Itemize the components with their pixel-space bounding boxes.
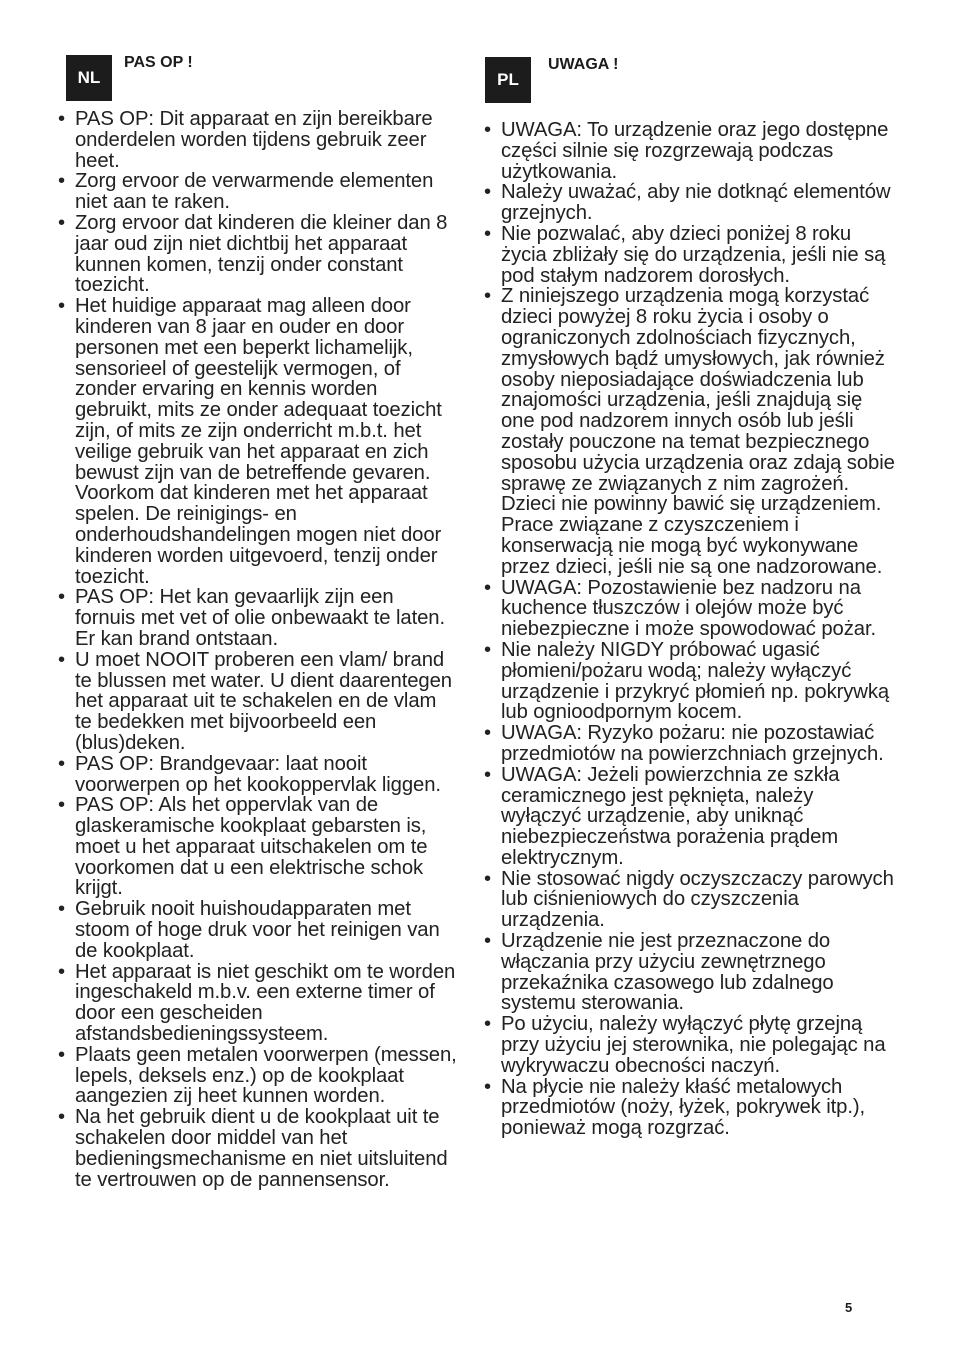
warning-list-nl [58,109,458,1190]
list-item: • Po użyciu, należy wyłączyć płytę grzejną przy użyciu jej sterownika, nie polegając na wykrywaczu obecności naczyń. [484,1013,886,1077]
list-item: • Na płycie nie należy kłaść metalowych przedmiotów (noży, łyżek, pokrywek itp.), ponieważ mogą rozgrzać. [484,1075,866,1140]
bullet-icon: • [484,1013,492,1036]
list-item: • Z niniejszego urządzenia mogą korzystać dzieci powyżej 8 roku życia i osoby o ograniczonych zdolnościach fizycznych, zmysłowych bądź umysłowych, jak również osoby nieposiadające doświadczenia lub znajomości urządzenia, jeśli znajdują się one pod nadzorem innych osób lub jeśli zostały pouczone na temat bezpiecznego sposobu użycia urządzenia oraz zdają sobie sprawę ze związanych z nim zagrożeń. Dzieci nie powinny bawić się urządzeniem. Prace związane z czyszczeniem i konserwacją nie mogą być wykonywane przez dzieci, jeśli nie są one nadzorowane. [484,285,895,578]
list-item: • UWAGA: Pozostawienie bez nadzoru na kuchence tłuszczów i olejów może być niebezpieczne i może spowodować pożar. [484,576,877,641]
bullet-icon: • [484,1075,492,1098]
bullet-icon: • [484,722,492,745]
language-badge-nl: NL [66,55,112,101]
section-heading-pl: UWAGA ! [548,56,619,73]
language-badge-pl: PL [485,57,531,103]
list-item: • UWAGA: To urządzenie oraz jego dostępne części silnie się rozgrzewają podczas użytkowania. [484,119,889,183]
list-item: • Nie stosować nigdy oczyszczaczy parowych lub ciśnieniowych do czyszczenia urządzenia. [484,867,894,932]
bullet-icon: • [58,108,66,130]
list-item: • UWAGA: Ryzyko pożaru: nie pozostawiać przedmiotów na powierzchniach grzejnych. [484,722,884,765]
bullet-icon: • [58,648,66,671]
list-item: • UWAGA: Jeżeli powierzchnia ze szkła ceramicznego jest pęknięta, należy wyłączyć urządzenie, aby uniknąć niebezpieczeństwa porażenia prądem elektrycznym. [484,763,840,869]
list-item: • U moet NOOIT proberen een vlam/ brand te blussen met water. U dient daarentegen het apparaat uit te schakelen en de vlam te bedekken met bijvoorbeeld een (blus)deken. [58,648,452,754]
bullet-icon: • [484,181,492,204]
bullet-icon: • [58,752,66,775]
list-item: • Urządzenie nie jest przeznaczone do włączania przy użyciu zewnętrznego przekaźnika czasowego lub zdalnego systemu sterowania. [484,930,834,1015]
bullet-icon: • [58,170,66,193]
bullet-icon: • [58,295,66,318]
list-item: • Plaats geen metalen voorwerpen (messen, lepels, deksels enz.) op de kookplaat aangezien zij heet kunnen worden. [58,1043,457,1108]
bullet-icon: • [58,586,66,609]
list-item: • Nie należy NIGDY próbować ugasić płomieni/pożaru wodą; należy wyłączyć urządzenie i przykryć płomień np. pokrywką lub ognioodpornym kocem. [484,638,890,724]
list-item: • Zorg ervoor dat kinderen die kleiner dan 8 jaar oud zijn niet dichtbij het apparaat kunnen komen, tenzij onder constant toezicht. [58,211,448,297]
list-item: • Na het gebruik dient u de kookplaat uit te schakelen door middel van het bedieningsmechanisme en niet uitsluitend te vertrouwen op de pannensensor. [58,1106,448,1191]
bullet-icon: • [484,285,492,308]
list-item: • Gebruik nooit huishoudapparaten met stoom of hoge druk voor het reinigen van de kookplaat. [58,898,440,962]
bullet-icon: • [58,960,66,983]
list-item: • Het apparaat is niet geschikt om te worden ingeschakeld m.b.v. een externe timer of door een gescheiden afstandsbedieningssysteem. [58,960,456,1046]
list-item: • Nie pozwalać, aby dzieci poniżej 8 roku życia zbliżały się do urządzenia, jeśli nie są pod stałym nadzorem dorosłych. [484,222,886,287]
bullet-icon: • [484,222,492,245]
bullet-icon: • [484,763,492,786]
bullet-icon: • [58,898,66,921]
list-item: • Zorg ervoor de verwarmende elementen niet aan te raken. [58,170,434,214]
bullet-icon: • [58,794,66,817]
list-item: • Należy uważać, aby nie dotknąć elementów grzejnych. [484,181,891,225]
bullet-icon: • [484,930,492,953]
bullet-icon: • [58,211,66,234]
list-item: • PAS OP: Brandgevaar: laat nooit voorwerpen op het kookoppervlak liggen. [58,752,441,796]
bullet-icon: • [58,1043,66,1066]
list-item: • PAS OP: Dit apparaat en zijn bereikbare onderdelen worden tijdens gebruik zeer heet. [58,108,433,172]
list-item: • PAS OP: Als het oppervlak van de glaskeramische kookplaat gebarsten is, moet u het apparaat uitschakelen om te voorkomen dat u een elektrische schok krijgt. [58,794,428,900]
bullet-icon: • [484,867,492,890]
list-item: • Het huidige apparaat mag alleen door kinderen van 8 jaar en ouder en door personen met een beperkt lichamelijk, sensorieel of geestelijk vermogen, of zonder ervaring en kennis worden gebruikt, mits ze onder adequaat toezicht zijn, of mits ze zijn onderricht m.b.t. het veilige gebruik van het apparaat en zich bewust zijn van de betreffende gevaren. Voorkom dat kinderen met het apparaat spelen. De reinigings- en onderhoudshandelingen mogen niet door kinderen worden uitgevoerd, tenzij onder toezicht. [58,295,442,588]
warning-list-pl [484,120,899,1139]
bullet-icon: • [484,576,492,599]
list-item: • PAS OP: Het kan gevaarlijk zijn een fornuis met vet of olie onbewaakt te laten. Er kan brand ontstaan. [58,586,445,650]
page-number: 5 [845,1300,853,1315]
bullet-icon: • [58,1106,66,1129]
bullet-icon: • [484,119,492,141]
bullet-icon: • [484,638,492,661]
section-heading-nl: PAS OP ! [124,54,193,71]
